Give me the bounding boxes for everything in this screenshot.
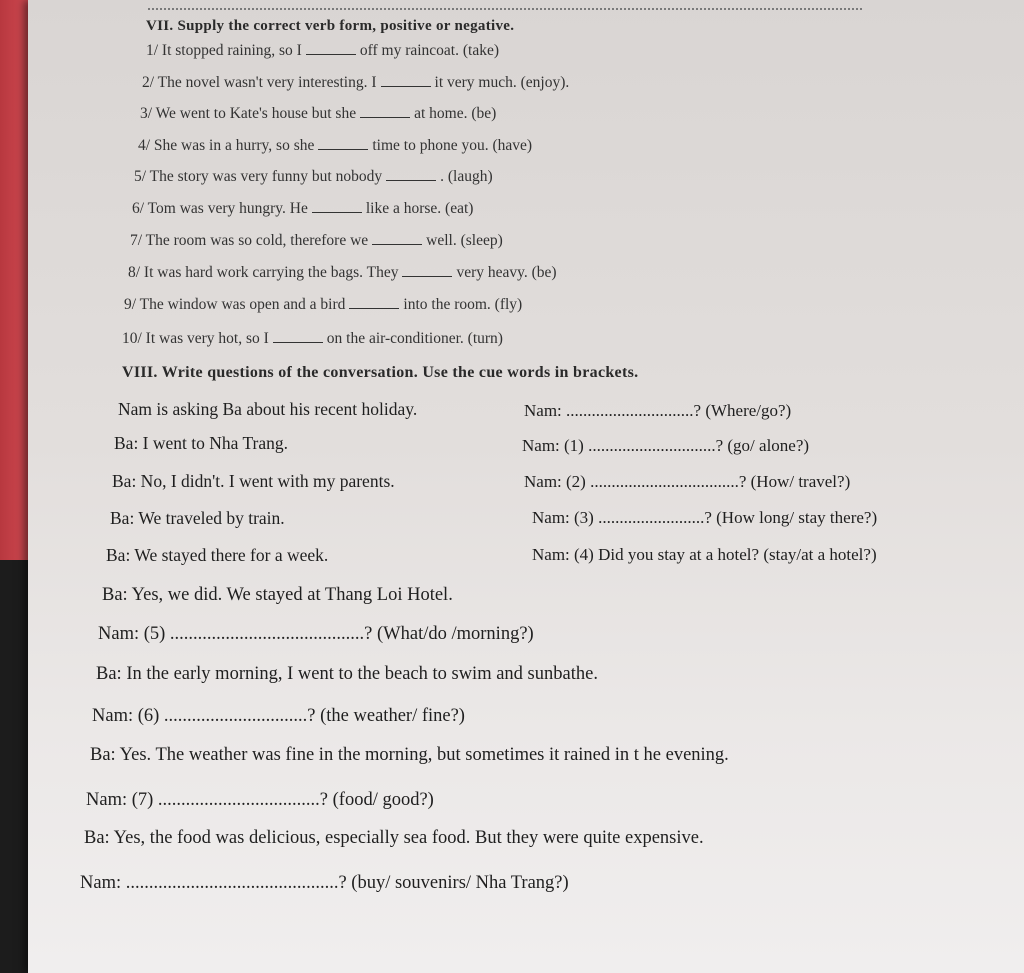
section8-title: VIII. Write questions of the conversation. Use the cue words in brackets. — [122, 364, 639, 381]
exercise-item-8 — [128, 264, 557, 282]
nam-question-1: Nam: (1) ..............................? (go/ alone?) — [522, 436, 810, 455]
item-text-before: 6/ Tom was very hungry. He — [132, 200, 308, 217]
nam-question-6: Nam: (6) ...............................? (the weather/ fine?) — [92, 706, 465, 726]
item-text-after: off my raincoat. (take) — [359, 42, 499, 59]
item-text-after: at home. (be) — [414, 105, 497, 122]
ba-line-2: Ba: No, I didn't. I went with my parents. — [112, 471, 395, 491]
item-text-before: 7/ The room was so cold, therefore we — [130, 232, 369, 249]
nam-question-2: Nam: (2) ...................................? (How/ travel?) — [524, 472, 851, 491]
exercise-item-6 — [132, 200, 473, 218]
exercise-item-1 — [146, 42, 499, 60]
item-text-after: into the room. (fly) — [403, 296, 523, 313]
nam-question-where: Nam: ..............................? (Where/go?) — [524, 401, 792, 420]
item-text-after: well. (sleep) — [426, 232, 503, 249]
ba-line-3: Ba: We traveled by train. — [110, 508, 285, 528]
answer-blank[interactable] — [312, 200, 362, 213]
answer-blank[interactable] — [372, 232, 422, 245]
item-text-before: 1/ It stopped raining, so I — [146, 42, 302, 59]
ba-line-5: Ba: Yes, we did. We stayed at Thang Loi Hotel. — [102, 585, 453, 605]
item-text-after: time to phone you. (have) — [372, 137, 533, 154]
worksheet-page — [28, 0, 1024, 973]
exercise-item-2 — [142, 74, 569, 92]
answer-blank[interactable] — [360, 105, 410, 118]
answer-blank[interactable] — [386, 168, 436, 181]
exercise-item-7 — [130, 232, 503, 250]
section7-title: VII. Supply the correct verb form, positive or negative. — [146, 18, 515, 34]
nam-question-7: Nam: (7) ...................................? (food/ good?) — [86, 790, 434, 810]
answer-blank[interactable] — [318, 137, 368, 150]
answer-blank[interactable] — [273, 330, 323, 343]
nam-question-4: Nam: (4) Did you stay at a hotel? (stay/at a hotel?) — [532, 545, 877, 564]
answer-blank[interactable] — [349, 296, 399, 309]
nam-question-souvenirs: Nam: ..............................................? (buy/ souvenirs/ Nha Trang?) — [80, 873, 569, 893]
item-text-after: very heavy. (be) — [456, 264, 557, 281]
answer-blank[interactable] — [402, 264, 452, 277]
exercise-item-3 — [140, 105, 496, 123]
ba-line-6: Ba: In the early morning, I went to the beach to swim and sunbathe. — [96, 664, 598, 684]
item-text-before: 3/ We went to Kate's house but she — [140, 105, 357, 122]
item-text-before: 9/ The window was open and a bird — [124, 296, 346, 313]
exercise-item-9 — [124, 296, 522, 314]
top-dotted-line — [148, 8, 862, 10]
item-text-before: 10/ It was very hot, so I — [122, 330, 269, 347]
item-text-after: . (laugh) — [440, 168, 493, 185]
exercise-item-4 — [138, 137, 532, 155]
red-folder-edge — [0, 0, 30, 560]
item-text-before: 8/ It was hard work carrying the bags. They — [128, 264, 399, 281]
intro-line: Nam is asking Ba about his recent holiday. — [118, 399, 418, 419]
nam-question-3: Nam: (3) .........................? (How long/ stay there?) — [532, 508, 878, 527]
exercise-item-10 — [122, 330, 503, 348]
exercise-item-5 — [134, 168, 493, 186]
ba-line-4: Ba: We stayed there for a week. — [106, 545, 329, 565]
ba-line-1: Ba: I went to Nha Trang. — [114, 433, 289, 453]
item-text-before: 5/ The story was very funny but nobody — [134, 168, 383, 185]
item-text-before: 4/ She was in a hurry, so she — [138, 137, 315, 154]
item-text-after: on the air-conditioner. (turn) — [326, 330, 503, 347]
ba-line-8: Ba: Yes, the food was delicious, especially sea food. But they were quite expensive. — [84, 828, 704, 848]
answer-blank[interactable] — [381, 74, 431, 87]
item-text-after: like a horse. (eat) — [365, 200, 474, 217]
item-text-after: it very much. (enjoy). — [434, 74, 570, 91]
answer-blank[interactable] — [306, 42, 356, 55]
ba-line-7: Ba: Yes. The weather was fine in the morning, but sometimes it rained in t he evening. — [90, 745, 729, 765]
item-text-before: 2/ The novel wasn't very interesting. I — [142, 74, 377, 91]
nam-question-5: Nam: (5) ..........................................? (What/do /morning?) — [98, 624, 534, 644]
